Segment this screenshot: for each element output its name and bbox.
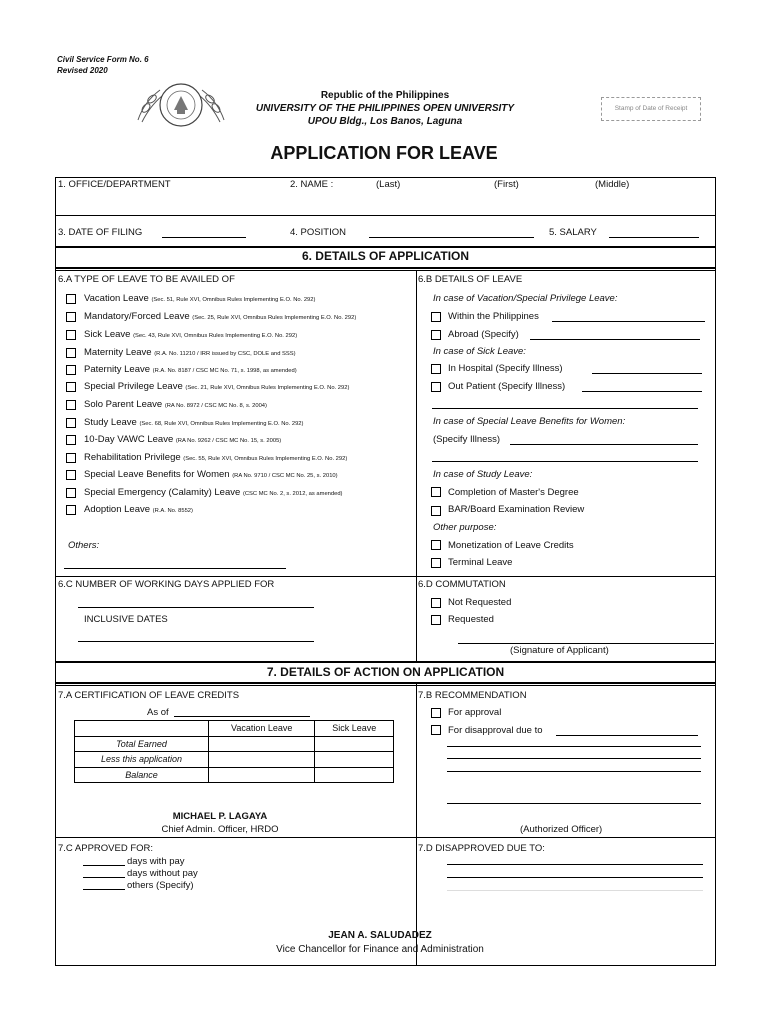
others-label: Others: [68, 540, 100, 551]
in-hospital-label: In Hospital (Specify Illness) [448, 363, 563, 374]
leave-type-checkbox[interactable] [66, 348, 76, 358]
out-patient-checkbox[interactable] [431, 382, 441, 392]
divider [56, 685, 715, 686]
leave-type-checkbox[interactable] [66, 312, 76, 322]
inclusive-dates-field[interactable] [78, 641, 314, 642]
leave-type-reference: (RA No. 9262 / CSC MC No. 15, s. 2005) [175, 438, 282, 444]
leave-type-reference: (CSC MC No. 2, s. 2012, as amended) [242, 491, 343, 497]
leave-credits-table [74, 720, 394, 783]
leave-type-item [84, 329, 297, 340]
date-filing-field[interactable] [162, 237, 246, 238]
leave-type-label: Special Leave Benefits for Women [84, 469, 230, 480]
approver-title: Vice Chancellor for Finance and Administration [276, 944, 484, 955]
leave-type-checkbox[interactable] [66, 470, 76, 480]
disapproved-reason-line[interactable] [447, 890, 703, 891]
as-of-label: As of [147, 707, 169, 718]
disapproval-reason-line[interactable] [447, 758, 701, 759]
abroad-checkbox[interactable] [431, 330, 441, 340]
terminal-leave-label: Terminal Leave [448, 557, 513, 568]
leave-type-item [84, 487, 343, 498]
section-7-title: 7. DETAILS OF ACTION ON APPLICATION [266, 665, 505, 679]
leave-type-reference: (Sec. 43, Rule XVI, Omnibus Rules Implementing E.O. No. 292) [133, 333, 298, 339]
disapproval-reason-line[interactable] [447, 771, 701, 772]
bar-review-checkbox[interactable] [431, 506, 441, 516]
section-6d-title: 6.D COMMUTATION [418, 579, 506, 590]
within-philippines-label: Within the Philippines [448, 311, 539, 322]
vacation-leave-header: Vacation Leave [209, 721, 315, 737]
for-disapproval-checkbox[interactable] [431, 725, 441, 735]
section-7c-title: 7.C APPROVED FOR: [58, 843, 154, 854]
less-application-label: Less this application [75, 752, 209, 768]
column-divider [416, 684, 417, 966]
leave-type-reference: (Sec. 55, Rule XVI, Omnibus Rules Implementing E.O. No. 292) [183, 456, 348, 462]
leave-type-reference: (R.A. No. 8187 / CSC MC No. 71, s. 1998, as amended) [152, 368, 297, 374]
within-philippines-checkbox[interactable] [431, 312, 441, 322]
table-row [75, 767, 394, 783]
leave-type-reference: (R.A. No. 11210 / IRR issued by CSC, DOLE and SSS) [154, 351, 296, 357]
section-7d-title: 7.D DISAPPROVED DUE TO: [418, 843, 545, 854]
divider [56, 246, 715, 248]
balance-vacation-cell[interactable] [209, 767, 315, 783]
divider [56, 576, 715, 577]
leave-type-reference: (Sec. 25, Rule XVI, Omnibus Rules Implementing E.O. No. 292) [192, 315, 357, 321]
divider [56, 682, 715, 684]
leave-type-checkbox[interactable] [66, 382, 76, 392]
masters-checkbox[interactable] [431, 487, 441, 497]
leave-type-label: Solo Parent Leave [84, 399, 163, 410]
leave-type-checkbox[interactable] [66, 330, 76, 340]
table-corner [75, 721, 209, 737]
sick-leave-header: Sick Leave [315, 721, 394, 737]
leave-type-reference: (Sec. 21, Rule XVI, Omnibus Rules Implementing E.O. No. 292) [185, 385, 350, 391]
form-number: Civil Service Form No. 6 [57, 55, 149, 64]
section-6a-title: 6.A TYPE OF LEAVE TO BE AVAILED OF [58, 274, 235, 285]
middle-name-label: (Middle) [595, 179, 630, 190]
specify-illness-label: (Specify Illness) [433, 434, 501, 445]
leave-type-label: Study Leave [84, 417, 137, 428]
divider [56, 267, 715, 269]
as-of-field[interactable] [174, 716, 310, 717]
leave-type-checkbox[interactable] [66, 418, 76, 428]
leave-type-item [84, 311, 356, 322]
leave-type-label: Special Privilege Leave [84, 381, 183, 392]
study-case-heading: In case of Study Leave: [433, 469, 533, 480]
salary-label: 5. SALARY [549, 227, 597, 238]
specify-illness-field[interactable] [510, 444, 698, 445]
leave-type-label: Maternity Leave [84, 347, 152, 358]
leave-type-item [84, 452, 347, 463]
section-6c-title: 6.C NUMBER OF WORKING DAYS APPLIED FOR [58, 579, 275, 590]
table-row [75, 752, 394, 768]
certifier-name: MICHAEL P. LAGAYA [172, 811, 268, 822]
republic-text: Republic of the Philippines [320, 90, 450, 101]
bar-review-label: BAR/Board Examination Review [448, 504, 585, 515]
leave-type-reference: (Sec. 68, Rule XVI, Omnibus Rules Implementing E.O. No. 292) [139, 421, 304, 427]
office-label: 1. OFFICE/DEPARTMENT [58, 179, 171, 190]
salary-field[interactable] [609, 237, 699, 238]
requested-label: Requested [448, 614, 494, 625]
leave-type-item [84, 434, 281, 445]
leave-type-reference: (Sec. 51, Rule XVI, Omnibus Rules Implementing E.O. No. 292) [151, 297, 316, 303]
days-with-pay-label: days with pay [127, 856, 185, 867]
women-case-heading: In case of Special Leave Benefits for Women: [433, 416, 626, 427]
leave-type-reference: (R.A. No. 8552) [152, 508, 193, 514]
leave-type-label: Adoption Leave [84, 504, 151, 515]
inclusive-dates-label: INCLUSIVE DATES [84, 614, 168, 625]
for-approval-label: For approval [448, 707, 502, 718]
balance-sick-cell[interactable] [315, 767, 394, 783]
leave-type-item [84, 417, 303, 428]
total-earned-sick-cell[interactable] [315, 736, 394, 752]
receipt-stamp-box: Stamp of Date of Receipt [601, 97, 701, 121]
leave-type-checkbox[interactable] [66, 294, 76, 304]
within-philippines-field[interactable] [552, 321, 705, 322]
not-requested-label: Not Requested [448, 597, 512, 608]
others-field[interactable] [64, 568, 286, 569]
section-6-title: 6. DETAILS OF APPLICATION [301, 249, 470, 263]
not-requested-checkbox[interactable] [431, 598, 441, 608]
form-revision: Revised 2020 [57, 66, 108, 75]
total-earned-label: Total Earned [75, 736, 209, 752]
leave-type-checkbox[interactable] [66, 365, 76, 375]
less-application-sick-cell[interactable] [315, 752, 394, 768]
column-divider [416, 270, 417, 661]
for-disapproval-label: For disapproval due to [448, 725, 543, 736]
disapproved-reason-line[interactable] [447, 864, 703, 865]
sick-extra-field[interactable] [432, 408, 698, 409]
leave-type-item [84, 293, 315, 304]
monetization-label: Monetization of Leave Credits [448, 540, 574, 551]
leave-type-label: Vacation Leave [84, 293, 149, 304]
applicant-signature-label: (Signature of Applicant) [510, 645, 609, 656]
section-6b-title: 6.B DETAILS OF LEAVE [418, 274, 523, 285]
divider [56, 270, 715, 271]
disapproved-reason-line[interactable] [447, 877, 703, 878]
divider [56, 661, 715, 663]
leave-type-label: 10-Day VAWC Leave [84, 434, 174, 445]
vacation-case-heading: In case of Vacation/Special Privilege Leave: [433, 293, 618, 304]
working-days-field[interactable] [78, 607, 314, 608]
leave-type-item [84, 364, 297, 375]
leave-type-reference: (RA No. 9710 / CSC MC No. 25, s. 2010) [232, 473, 338, 479]
abroad-field[interactable] [530, 339, 700, 340]
divider [56, 215, 715, 216]
balance-label: Balance [75, 767, 209, 783]
leave-type-checkbox[interactable] [66, 488, 76, 498]
university-address: UPOU Bldg., Los Banos, Laguna [307, 116, 463, 127]
for-approval-checkbox[interactable] [431, 708, 441, 718]
leave-type-item [84, 469, 338, 480]
days-without-pay-field[interactable] [83, 877, 125, 878]
masters-label: Completion of Master's Degree [448, 487, 579, 498]
leave-type-checkbox[interactable] [66, 453, 76, 463]
days-without-pay-label: days without pay [127, 868, 198, 879]
others-specify-field[interactable] [83, 889, 125, 890]
page-title: APPLICATION FOR LEAVE [270, 143, 498, 163]
women-extra-field[interactable] [432, 461, 698, 462]
leave-type-label: Mandatory/Forced Leave [84, 311, 190, 322]
out-patient-label: Out Patient (Specify Illness) [448, 381, 566, 392]
date-filing-label: 3. DATE OF FILING [58, 227, 143, 238]
leave-type-label: Sick Leave [84, 329, 131, 340]
leave-type-item [84, 381, 349, 392]
disapproval-reason-field[interactable] [556, 735, 698, 736]
others-specify-label: others (Specify) [127, 880, 194, 891]
out-patient-field[interactable] [582, 391, 702, 392]
applicant-signature-line[interactable] [458, 643, 714, 644]
days-with-pay-field[interactable] [83, 865, 125, 866]
leave-type-label: Rehabilitation Privilege [84, 452, 181, 463]
monetization-checkbox[interactable] [431, 540, 441, 550]
leave-type-checkbox[interactable] [66, 400, 76, 410]
disapproval-reason-line[interactable] [447, 746, 701, 747]
section-7a-title: 7.A CERTIFICATION OF LEAVE CREDITS [58, 690, 240, 701]
leave-type-checkbox[interactable] [66, 505, 76, 515]
section-7b-title: 7.B RECOMMENDATION [418, 690, 527, 701]
in-hospital-field[interactable] [592, 373, 702, 374]
position-label: 4. POSITION [290, 227, 346, 238]
certifier-title: Chief Admin. Officer, HRDO [161, 824, 279, 835]
university-name: UNIVERSITY OF THE PHILIPPINES OPEN UNIVERSITY [255, 103, 515, 114]
divider [56, 837, 715, 838]
first-name-label: (First) [494, 179, 519, 190]
leave-type-checkbox[interactable] [66, 435, 76, 445]
other-purpose-heading: Other purpose: [433, 522, 497, 533]
leave-type-item [84, 399, 267, 410]
requested-checkbox[interactable] [431, 615, 441, 625]
leave-type-label: Paternity Leave [84, 364, 151, 375]
authorized-officer-label: (Authorized Officer) [520, 824, 603, 835]
leave-type-reference: (RA No. 8972 / CSC MC No. 8, s. 2004) [164, 403, 267, 409]
leave-type-item [84, 347, 296, 358]
less-application-vacation-cell[interactable] [209, 752, 315, 768]
disapproval-reason-line[interactable] [447, 803, 701, 804]
leave-type-label: Special Emergency (Calamity) Leave [84, 487, 241, 498]
total-earned-vacation-cell[interactable] [209, 736, 315, 752]
leave-type-item [84, 504, 193, 515]
last-name-label: (Last) [376, 179, 401, 190]
abroad-label: Abroad (Specify) [448, 329, 519, 340]
name-label: 2. NAME : [290, 179, 334, 190]
table-row [75, 736, 394, 752]
header-block [200, 89, 570, 128]
in-hospital-checkbox[interactable] [431, 364, 441, 374]
approver-name: JEAN A. SALUDADEZ [328, 930, 432, 941]
position-field[interactable] [369, 237, 534, 238]
terminal-leave-checkbox[interactable] [431, 558, 441, 568]
sick-case-heading: In case of Sick Leave: [433, 346, 526, 357]
